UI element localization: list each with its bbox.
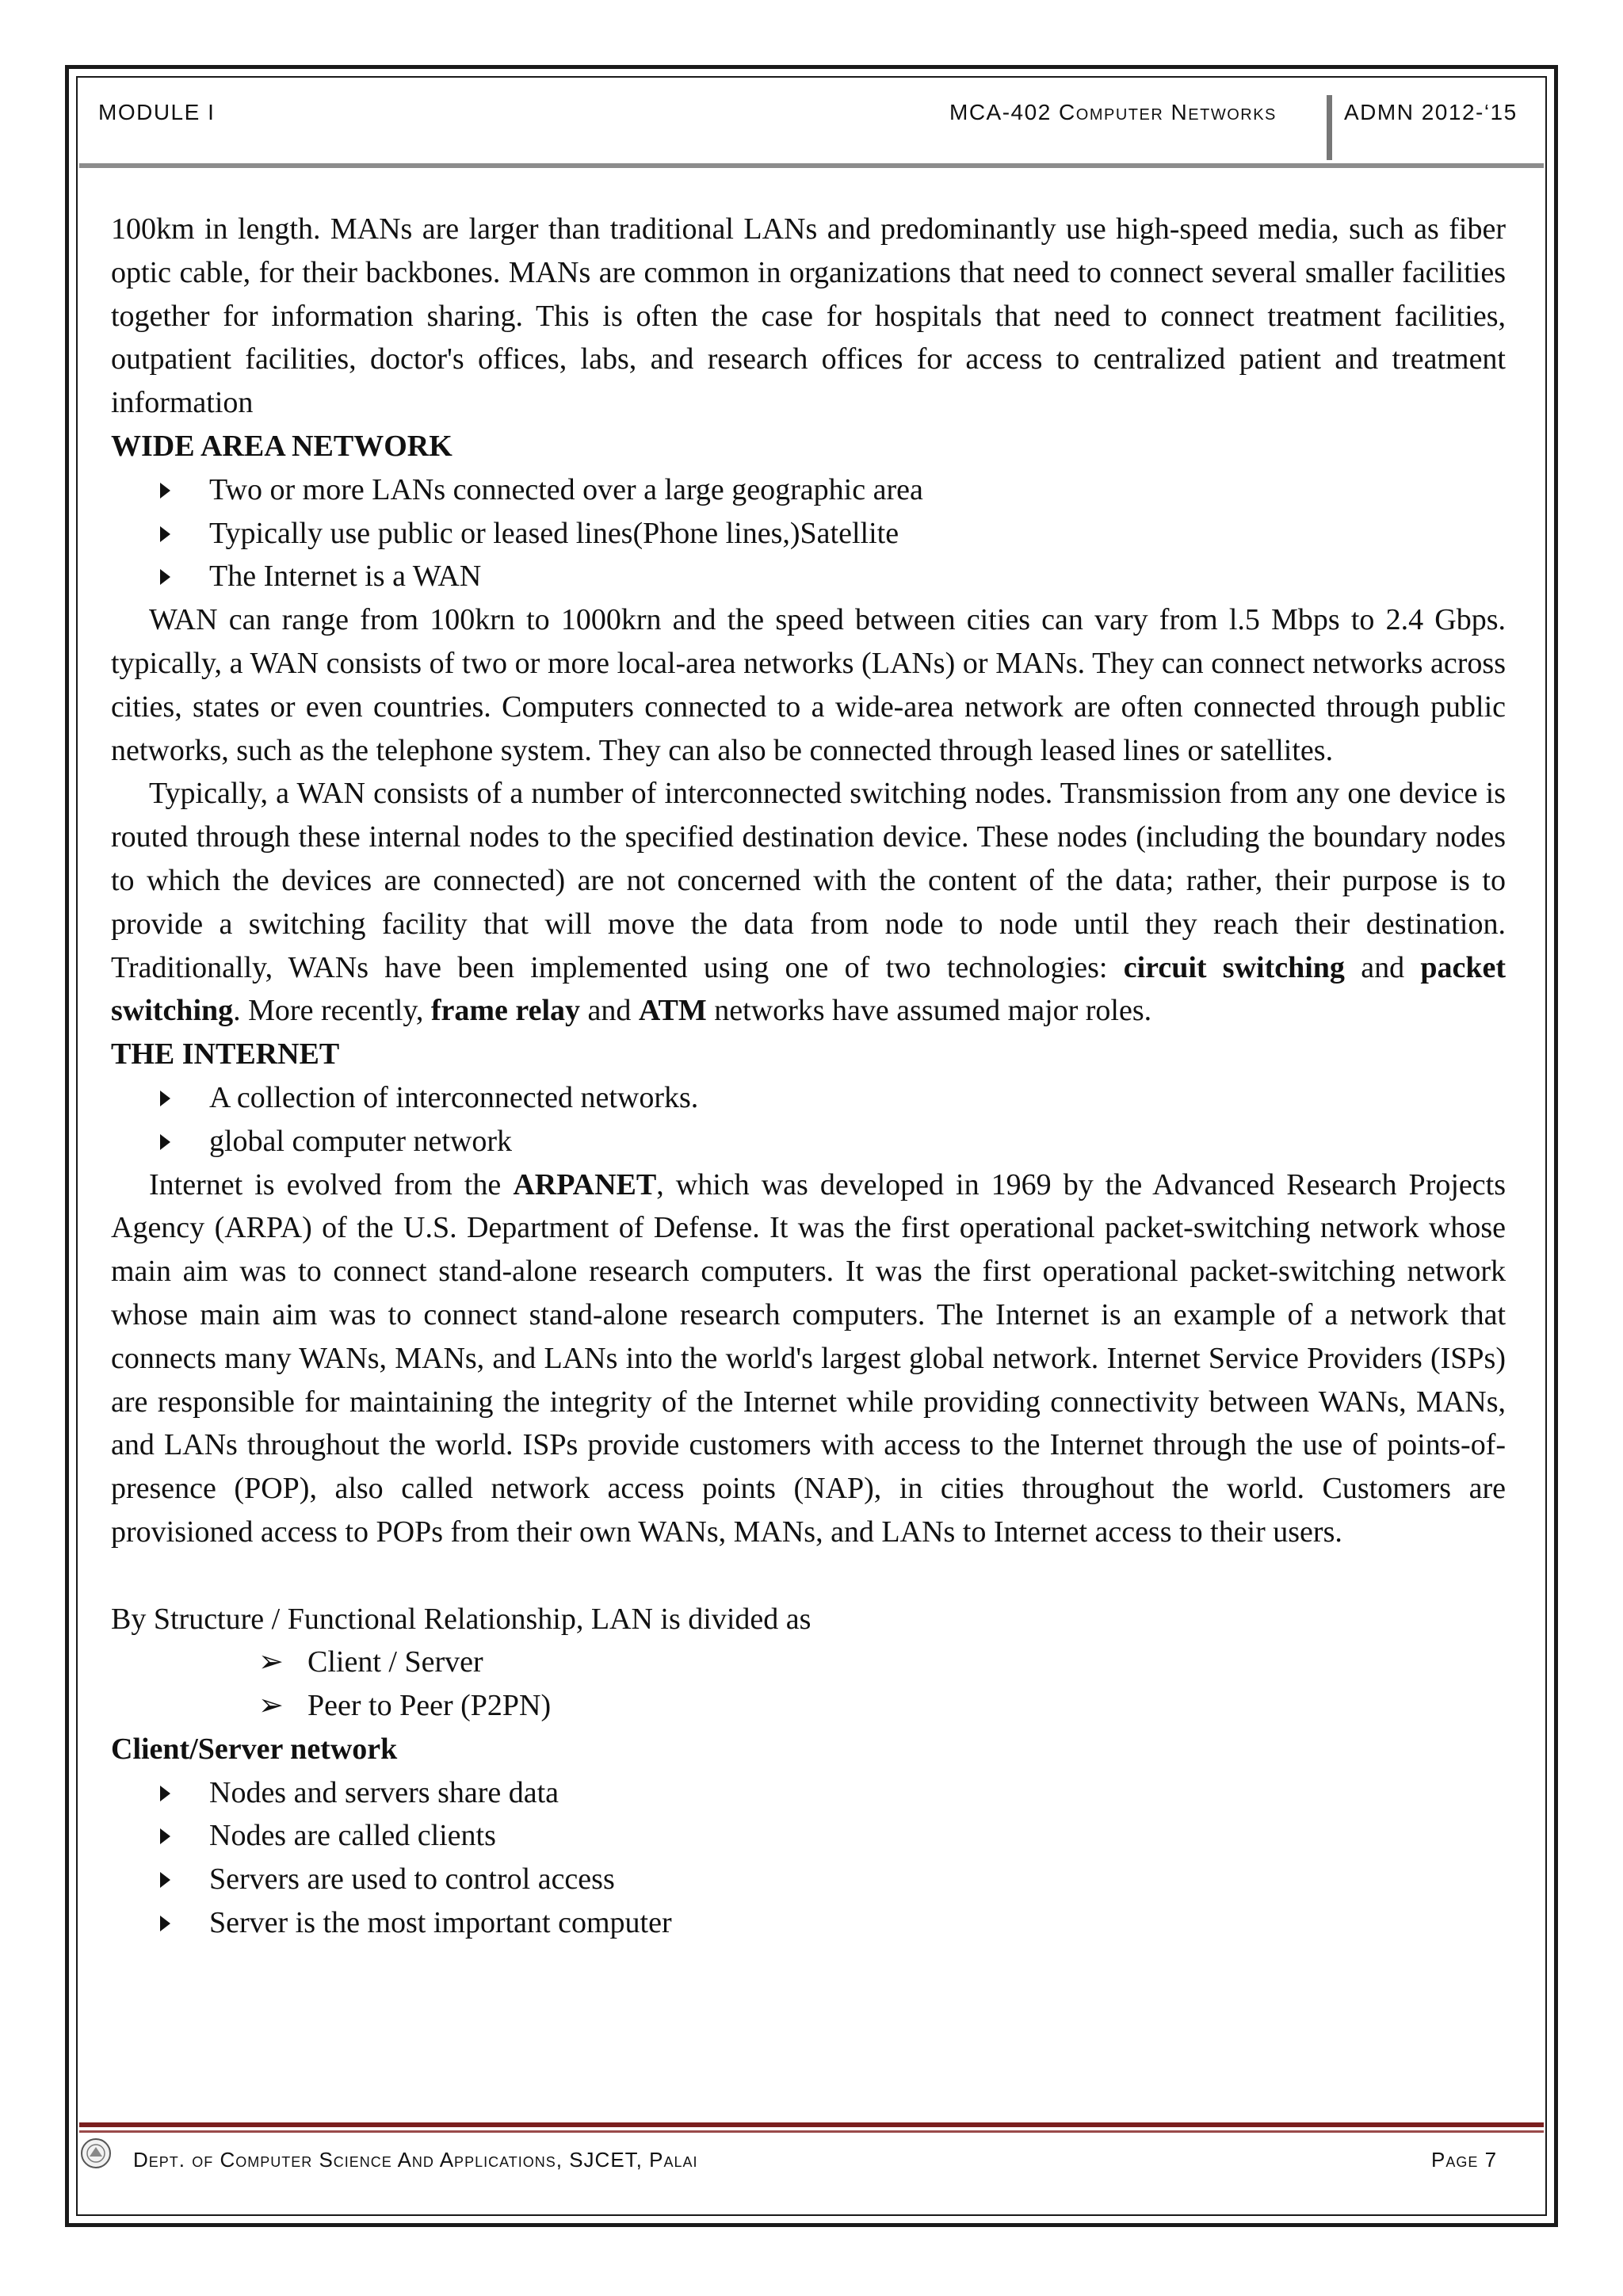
list-item: Typically use public or leased lines(Phone lines,)Satellite xyxy=(111,512,1506,556)
paragraph-internet: Internet is evolved from the ARPANET, which was developed in 1969 by the Advanced Research Projects Agency (ARPA) of the U.S. Department of Defense. It was the first operational packet-switching network whose main aim was to connect stand-alone research computers. It was the first operational packet-switching network whose main aim was to connect stand-alone research computers. The Internet is an example of a network that connects many WANs, MANs, and LANs into the world's largest global network. Internet Service Providers (ISPs) are responsible for maintaining the integrity of the Internet while providing connectivity between WANs, MANs, and LANs throughout the world. ISPs provide customers with access to the Internet through the use of points-of-presence (POP), also called network access points (NAP), in cities throughout the world. Customers are provisioned access to POPs from their own WANs, MANs, and LANs to Internet access to their users. xyxy=(111,1167,1506,1549)
bullet-triangle-icon xyxy=(160,1916,170,1931)
college-seal-icon xyxy=(79,2137,113,2170)
footer-department: Dept. of Computer Science And Applications, SJCET, Palai xyxy=(133,2148,698,2172)
list-item: Servers are used to control access xyxy=(111,1858,1506,1901)
bullet-triangle-icon xyxy=(160,526,170,542)
arrow-bullet-icon: ➢ xyxy=(258,1645,284,1679)
list-item: The Internet is a WAN xyxy=(111,555,1506,598)
structure-intro: By Structure / Functional Relationship, LAN is divided as xyxy=(111,1602,812,1636)
bullet-triangle-icon xyxy=(160,1786,170,1801)
header-module: MODULE I xyxy=(98,100,216,124)
paragraph-man: 100km in length. MANs are larger than traditional LANs and predominantly use high-speed media, such as fiber optic cable, for their backbones. MANs are common in organizations that need to connect several smaller facilities together for information sharing. This is often the case for hospitals that need to connect treatment facilities, outpatient facilities, doctor's offices, labs, and research offices for access to centralized patient and treatment information xyxy=(111,212,1506,420)
list-item: Server is the most important computer xyxy=(111,1901,1506,1945)
header-course: MCA-402 Computer Networks xyxy=(949,100,1277,124)
heading-client-server: Client/Server network xyxy=(111,1732,398,1766)
paragraph-wan-range: WAN can range from 100krn to 1000krn and the speed between cities can vary from l.5 Mbps to 2.4 Gbps. typically, a WAN consists of two or more local-area networks (LANs) or MANs. They can connect networks across cities, states or even countries. Computers connected to a wide-area network are often connected through public networks, such as the telephone system. They can also be connected through leased lines or satellites. xyxy=(111,603,1506,767)
footer-page-number: Page 7 xyxy=(1431,2148,1498,2172)
header-rule xyxy=(79,163,1544,168)
paragraph-wan-switching: Typically, a WAN consists of a number of interconnected switching nodes. Transmission from any one device is routed through these internal nodes to the specified destination device. These nodes (including the boundary nodes to which the devices are connected) are not concerned with the content of the data; rather, their purpose is to provide a switching facility that will move the data from node to node until they reach their destination. Traditionally, WANs have been implemented using one of two technologies: circuit switching and packet switching. More recently, frame relay and ATM networks have assumed major roles. xyxy=(111,777,1506,1028)
footer-rule-thin xyxy=(79,2130,1544,2133)
list-item: Nodes and servers share data xyxy=(111,1771,1506,1815)
header-admission: ADMN 2012-‘15 xyxy=(1344,100,1518,124)
blank-line xyxy=(111,1554,1506,1598)
bullet-triangle-icon xyxy=(160,1828,170,1844)
heading-internet: THE INTERNET xyxy=(111,1037,340,1072)
header-separator xyxy=(1327,95,1332,160)
list-item: A collection of interconnected networks. xyxy=(111,1076,1506,1120)
list-item: Two or more LANs connected over a large geographic area xyxy=(111,468,1506,512)
page-body xyxy=(111,208,1506,1945)
list-item: global computer network xyxy=(111,1120,1506,1163)
footer-rule xyxy=(79,2122,1544,2127)
list-item: Nodes are called clients xyxy=(111,1814,1506,1858)
list-item: ➢ Client / Server xyxy=(111,1641,1506,1684)
bullet-triangle-icon xyxy=(160,1134,170,1150)
heading-wan: WIDE AREA NETWORK xyxy=(111,429,453,463)
bullet-triangle-icon xyxy=(160,569,170,585)
arrow-bullet-icon: ➢ xyxy=(258,1689,284,1723)
bullet-triangle-icon xyxy=(160,1872,170,1888)
list-item: ➢ Peer to Peer (P2PN) xyxy=(111,1684,1506,1728)
bullet-triangle-icon xyxy=(160,483,170,499)
bullet-triangle-icon xyxy=(160,1091,170,1106)
